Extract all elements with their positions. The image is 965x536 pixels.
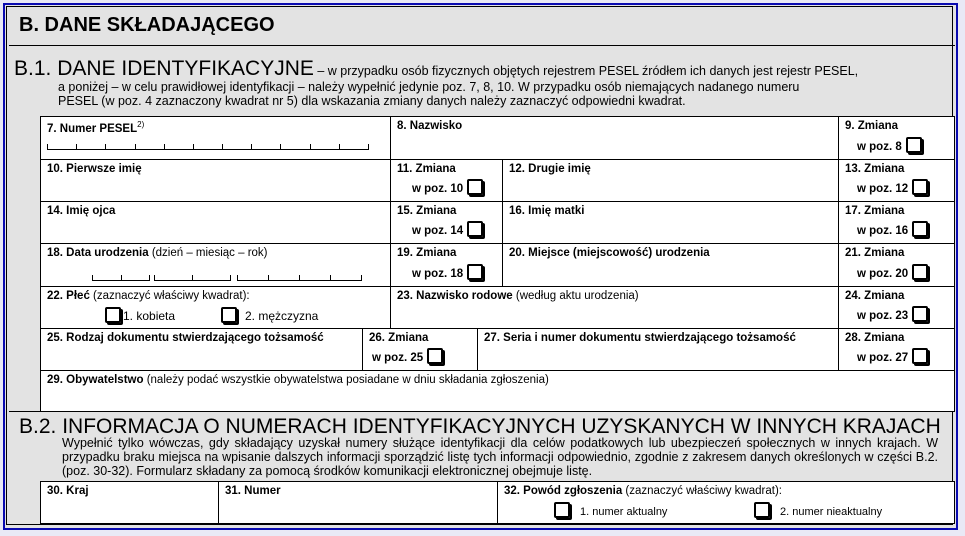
change-21-field <box>838 243 955 287</box>
change-21-sub: w poz. 20 <box>857 268 909 280</box>
change-26-checkbox[interactable] <box>427 348 443 364</box>
change-15-field <box>390 201 503 244</box>
divider <box>9 45 955 46</box>
change-24-label: 24. Zmiana <box>845 290 905 302</box>
reason-current-label: 1. numer aktualny <box>580 506 668 518</box>
change-19-checkbox[interactable] <box>467 264 483 280</box>
digit-tick <box>154 275 155 280</box>
change-19-sub: w poz. 18 <box>412 268 464 280</box>
country-field[interactable] <box>40 481 219 524</box>
change-26-sub: w poz. 25 <box>372 352 424 364</box>
change-9-field <box>838 116 955 160</box>
sex-female-label: 1. kobieta <box>123 309 176 323</box>
digit-tick <box>47 144 48 149</box>
birth-date-hint: (dzień – miesiąc – rok) <box>148 247 268 259</box>
digit-tick <box>237 275 238 280</box>
first-name-label: 10. Pierwsze imię <box>47 163 142 175</box>
change-15-label: 15. Zmiana <box>397 205 457 217</box>
first-name-field[interactable] <box>40 159 391 202</box>
pesel-label: 7. Numer PESEL <box>47 122 138 135</box>
digit-tick <box>193 144 194 149</box>
change-17-checkbox[interactable] <box>912 221 928 237</box>
pesel-footnote: 2) <box>137 120 145 129</box>
change-21-label: 21. Zmiana <box>845 247 905 259</box>
birth-day-boxes <box>92 275 150 281</box>
change-28-field <box>838 328 955 371</box>
digit-tick <box>92 275 93 280</box>
change-24-sub: w poz. 23 <box>857 310 909 322</box>
id-document-type-label: 25. Rodzaj dokumentu stwierdzającego tożsamość <box>47 332 324 344</box>
change-15-sub: w poz. 14 <box>412 225 464 237</box>
b1-heading <box>14 57 859 80</box>
country-label: 30. Kraj <box>47 485 89 497</box>
change-26-field <box>362 328 478 371</box>
divider <box>9 411 955 412</box>
b1-intro-line1: – w przypadku osób fizycznych objętych rejestrem PESEL źródłem ich danych jest rejestr PESEL, <box>313 64 859 78</box>
change-24-checkbox[interactable] <box>912 306 928 322</box>
digit-tick <box>76 144 77 149</box>
b2-instructions: Wypełnić tylko wówczas, gdy składający uzyskał numery służące identyfikacji dla celów podatkowych lub ubezpieczeń społecznych w innych krajach. W przypadku braku miejsca na wpisanie dalszych informacji sporządzić listę tych informacji odpowiednio, zgodnie z zakresem danych określonych w części B.2. (poz. 30-32). Formularz składany za pomocą środków komunikacji elektronicznej obejmuje listę. <box>62 436 938 478</box>
sex-field <box>40 286 391 329</box>
citizenship-hint: (należy podać wszystkie obywatelstwa posiadane w dniu składania zgłoszenia) <box>143 374 549 386</box>
b2-title: B.2. INFORMACJA O NUMERACH IDENTYFIKACYJNYCH UZYSKANYCH W INNYCH KRAJACH <box>19 415 941 438</box>
digit-tick <box>192 275 193 280</box>
sex-female-checkbox[interactable] <box>105 307 121 323</box>
citizenship-label: 29. Obywatelstwo <box>47 374 144 386</box>
citizenship-field[interactable] <box>40 370 955 412</box>
second-name-label: 12. Drugie imię <box>509 163 591 175</box>
sex-label: 22. Płeć <box>47 290 90 302</box>
change-11-label: 11. Zmiana <box>397 163 456 175</box>
change-19-field <box>390 243 503 287</box>
change-13-sub: w poz. 12 <box>857 183 909 195</box>
change-13-checkbox[interactable] <box>912 179 928 195</box>
change-17-field <box>838 201 955 244</box>
sex-hint: (zaznaczyć właściwy kwadrat): <box>89 290 250 302</box>
change-17-label: 17. Zmiana <box>845 205 905 217</box>
change-17-sub: w poz. 16 <box>857 225 909 237</box>
change-11-sub: w poz. 10 <box>412 183 464 195</box>
father-name-field[interactable] <box>40 201 391 244</box>
digit-tick <box>121 275 122 280</box>
change-24-field <box>838 286 955 329</box>
surname-field[interactable] <box>390 116 839 160</box>
change-11-checkbox[interactable] <box>467 179 483 195</box>
mother-name-label: 16. Imię matki <box>509 205 585 217</box>
digit-tick <box>149 275 150 280</box>
number-field[interactable] <box>218 481 498 524</box>
birth-date-label: 18. Data urodzenia <box>47 247 149 259</box>
digit-tick <box>164 144 165 149</box>
digit-tick <box>299 275 300 280</box>
reason-current-checkbox[interactable] <box>554 502 570 518</box>
family-name-label: 23. Nazwisko rodowe <box>397 290 513 302</box>
change-9-label: 9. Zmiana <box>845 120 899 132</box>
digit-tick <box>251 144 252 149</box>
change-15-checkbox[interactable] <box>467 221 483 237</box>
section-title: B. DANE SKŁADAJĄCEGO <box>19 14 275 36</box>
change-26-label: 26. Zmiana <box>369 332 429 344</box>
change-28-sub: w poz. 27 <box>857 352 909 364</box>
digit-tick <box>280 144 281 149</box>
digit-tick <box>105 144 106 149</box>
sex-male-checkbox[interactable] <box>221 307 237 323</box>
second-name-field[interactable] <box>502 159 839 202</box>
birth-date-field[interactable] <box>40 243 391 287</box>
id-document-type-field[interactable] <box>40 328 363 371</box>
change-9-checkbox[interactable] <box>906 137 922 153</box>
digit-tick <box>268 275 269 280</box>
digit-tick <box>310 144 311 149</box>
birth-place-label: 20. Miejsce (miejscowość) urodzenia <box>509 247 710 259</box>
id-document-number-field[interactable] <box>477 328 839 371</box>
father-name-label: 14. Imię ojca <box>47 205 116 217</box>
reason-field <box>497 481 955 524</box>
reason-outdated-label: 2. numer nieaktualny <box>780 506 883 518</box>
surname-label: 8. Nazwisko <box>397 120 463 132</box>
change-28-checkbox[interactable] <box>912 348 928 364</box>
digit-tick <box>135 144 136 149</box>
family-name-field[interactable] <box>390 286 839 329</box>
change-28-label: 28. Zmiana <box>845 332 905 344</box>
birth-month-boxes <box>154 275 231 281</box>
birth-year-boxes <box>237 275 362 281</box>
pesel-field[interactable] <box>40 116 391 160</box>
digit-tick <box>361 275 362 280</box>
id-document-number-label: 27. Seria i numer dokumentu stwierdzającego tożsamość <box>484 332 796 344</box>
family-name-hint: (według aktu urodzenia) <box>512 290 639 302</box>
change-19-label: 19. Zmiana <box>397 247 457 259</box>
digit-tick <box>330 275 331 280</box>
change-9-sub: w poz. 8 <box>857 141 902 153</box>
mother-name-field[interactable] <box>502 201 839 244</box>
digit-tick <box>222 144 223 149</box>
digit-tick <box>368 144 369 149</box>
change-13-label: 13. Zmiana <box>845 163 905 175</box>
digit-tick <box>339 144 340 149</box>
change-11-field <box>390 159 503 202</box>
reason-label: 32. Powód zgłoszenia <box>504 485 623 497</box>
number-label: 31. Numer <box>225 485 281 497</box>
reason-outdated-checkbox[interactable] <box>754 502 770 518</box>
b1-intro-line3: PESEL (w poz. 4 zaznaczony kwadrat nr 5) dla wskazania zmiany danych należy zaznaczyć odpowiedni kwadrat. <box>58 94 686 108</box>
sex-male-label: 2. mężczyzna <box>245 309 319 323</box>
change-21-checkbox[interactable] <box>912 264 928 280</box>
reason-hint: (zaznaczyć właściwy kwadrat): <box>622 485 782 497</box>
birth-place-field[interactable] <box>502 243 839 287</box>
b1-title: B.1. DANE IDENTYFIKACYJNE <box>14 57 314 80</box>
pesel-digit-boxes <box>47 144 369 150</box>
change-13-field <box>838 159 955 202</box>
digit-tick <box>230 275 231 280</box>
b1-intro-line2: a poniżej – w celu prawidłowej identyfikacji – należy wypełnić jedynie poz. 7, 8, 10. W przypadku osób niemających nadanego numeru <box>58 80 800 94</box>
